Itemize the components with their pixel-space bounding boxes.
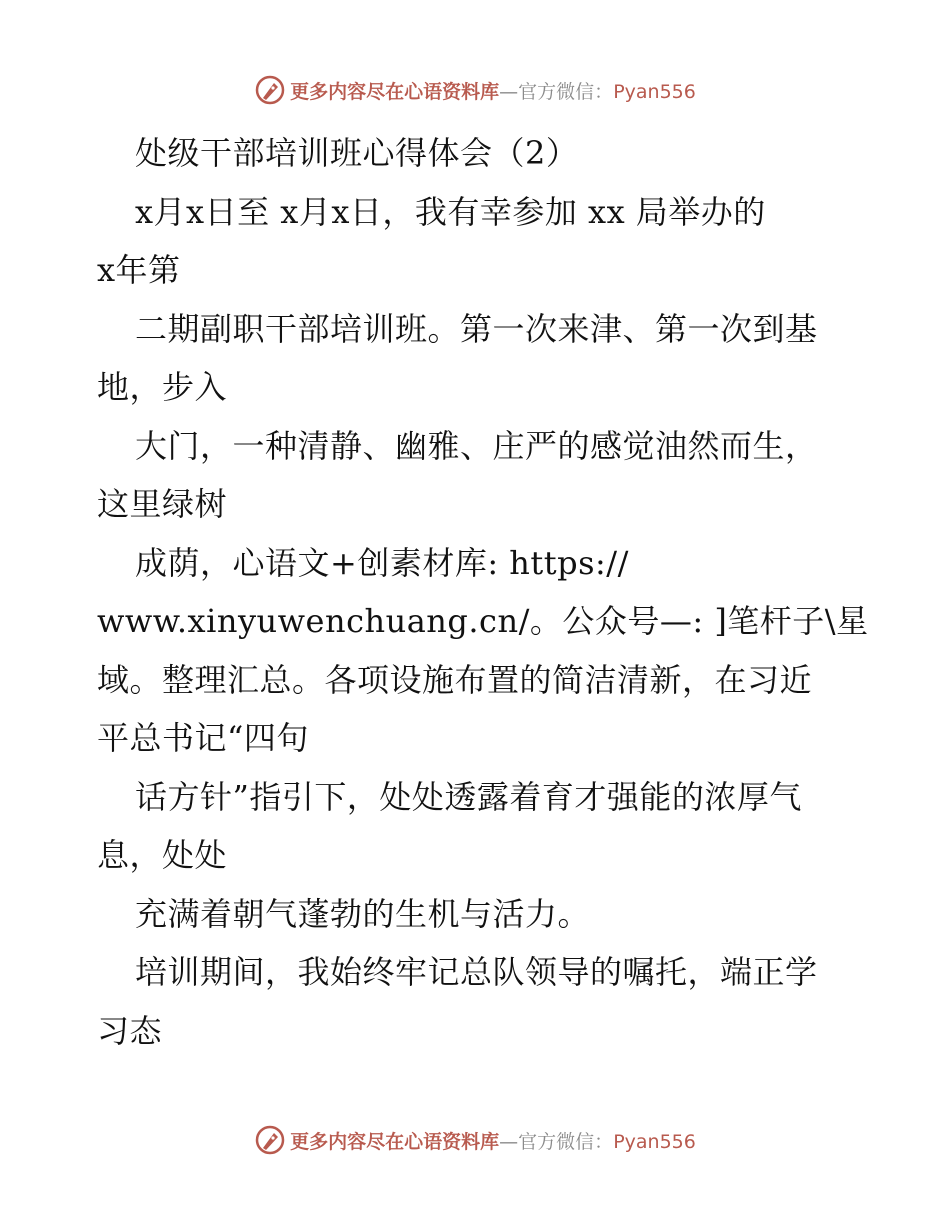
banner-brand-text: 更多内容尽在心语资料库 [290,80,500,103]
banner-contact-label: 官方微信： [518,1130,614,1153]
banner-text [290,77,696,104]
document-line: 大门，一种清静、幽雅、庄严的感觉油然而生， [135,426,818,465]
document-line: 平总书记“四句 [97,719,309,757]
document-line: 习态 [97,1011,163,1050]
document-line: 充满着朝气蓬勃的生机与活力。 [135,894,591,933]
document-line: 处级干部培训班心得体会（2） [135,134,579,172]
document-body [97,124,869,1060]
document-line: 培训期间，我始终牢记总队领导的嘱托，端正学 [135,953,818,991]
footer-banner [0,1120,950,1160]
pen-nib-logo-icon [254,1124,286,1156]
document-line: 这里绿树 [97,485,228,523]
document-line: 成荫，心语文+创素材库: https:// [135,543,629,582]
document-line: x月x日至 x月x日，我有幸参加 xx 局举办的 [135,192,766,231]
document-line: x年第 [97,251,181,289]
document-line: 域。整理汇总。各项设施布置的简洁清新，在习近 [97,660,813,699]
document-line: www.xinyuwenchuang.cn/。公众号—: ]笔杆子\星 [97,602,869,640]
banner-brand-text: 更多内容尽在心语资料库 [290,1130,500,1153]
banner-contact-id: Pyan556 [613,80,696,103]
banner-text [290,1127,696,1154]
banner-contact-id: Pyan556 [613,1130,696,1153]
document-line: 地，步入 [97,368,228,406]
header-banner [0,70,950,110]
document-line: 息，处处 [97,836,228,874]
banner-dash: — [499,1130,519,1153]
document-line: 话方针”指引下，处处透露着育才强能的浓厚气 [135,777,802,816]
banner-dash: — [499,80,519,103]
banner-contact-label: 官方微信： [518,80,614,103]
pen-nib-logo-icon [254,74,286,106]
document-line: 二期副职干部培训班。第一次来津、第一次到基 [135,309,818,348]
